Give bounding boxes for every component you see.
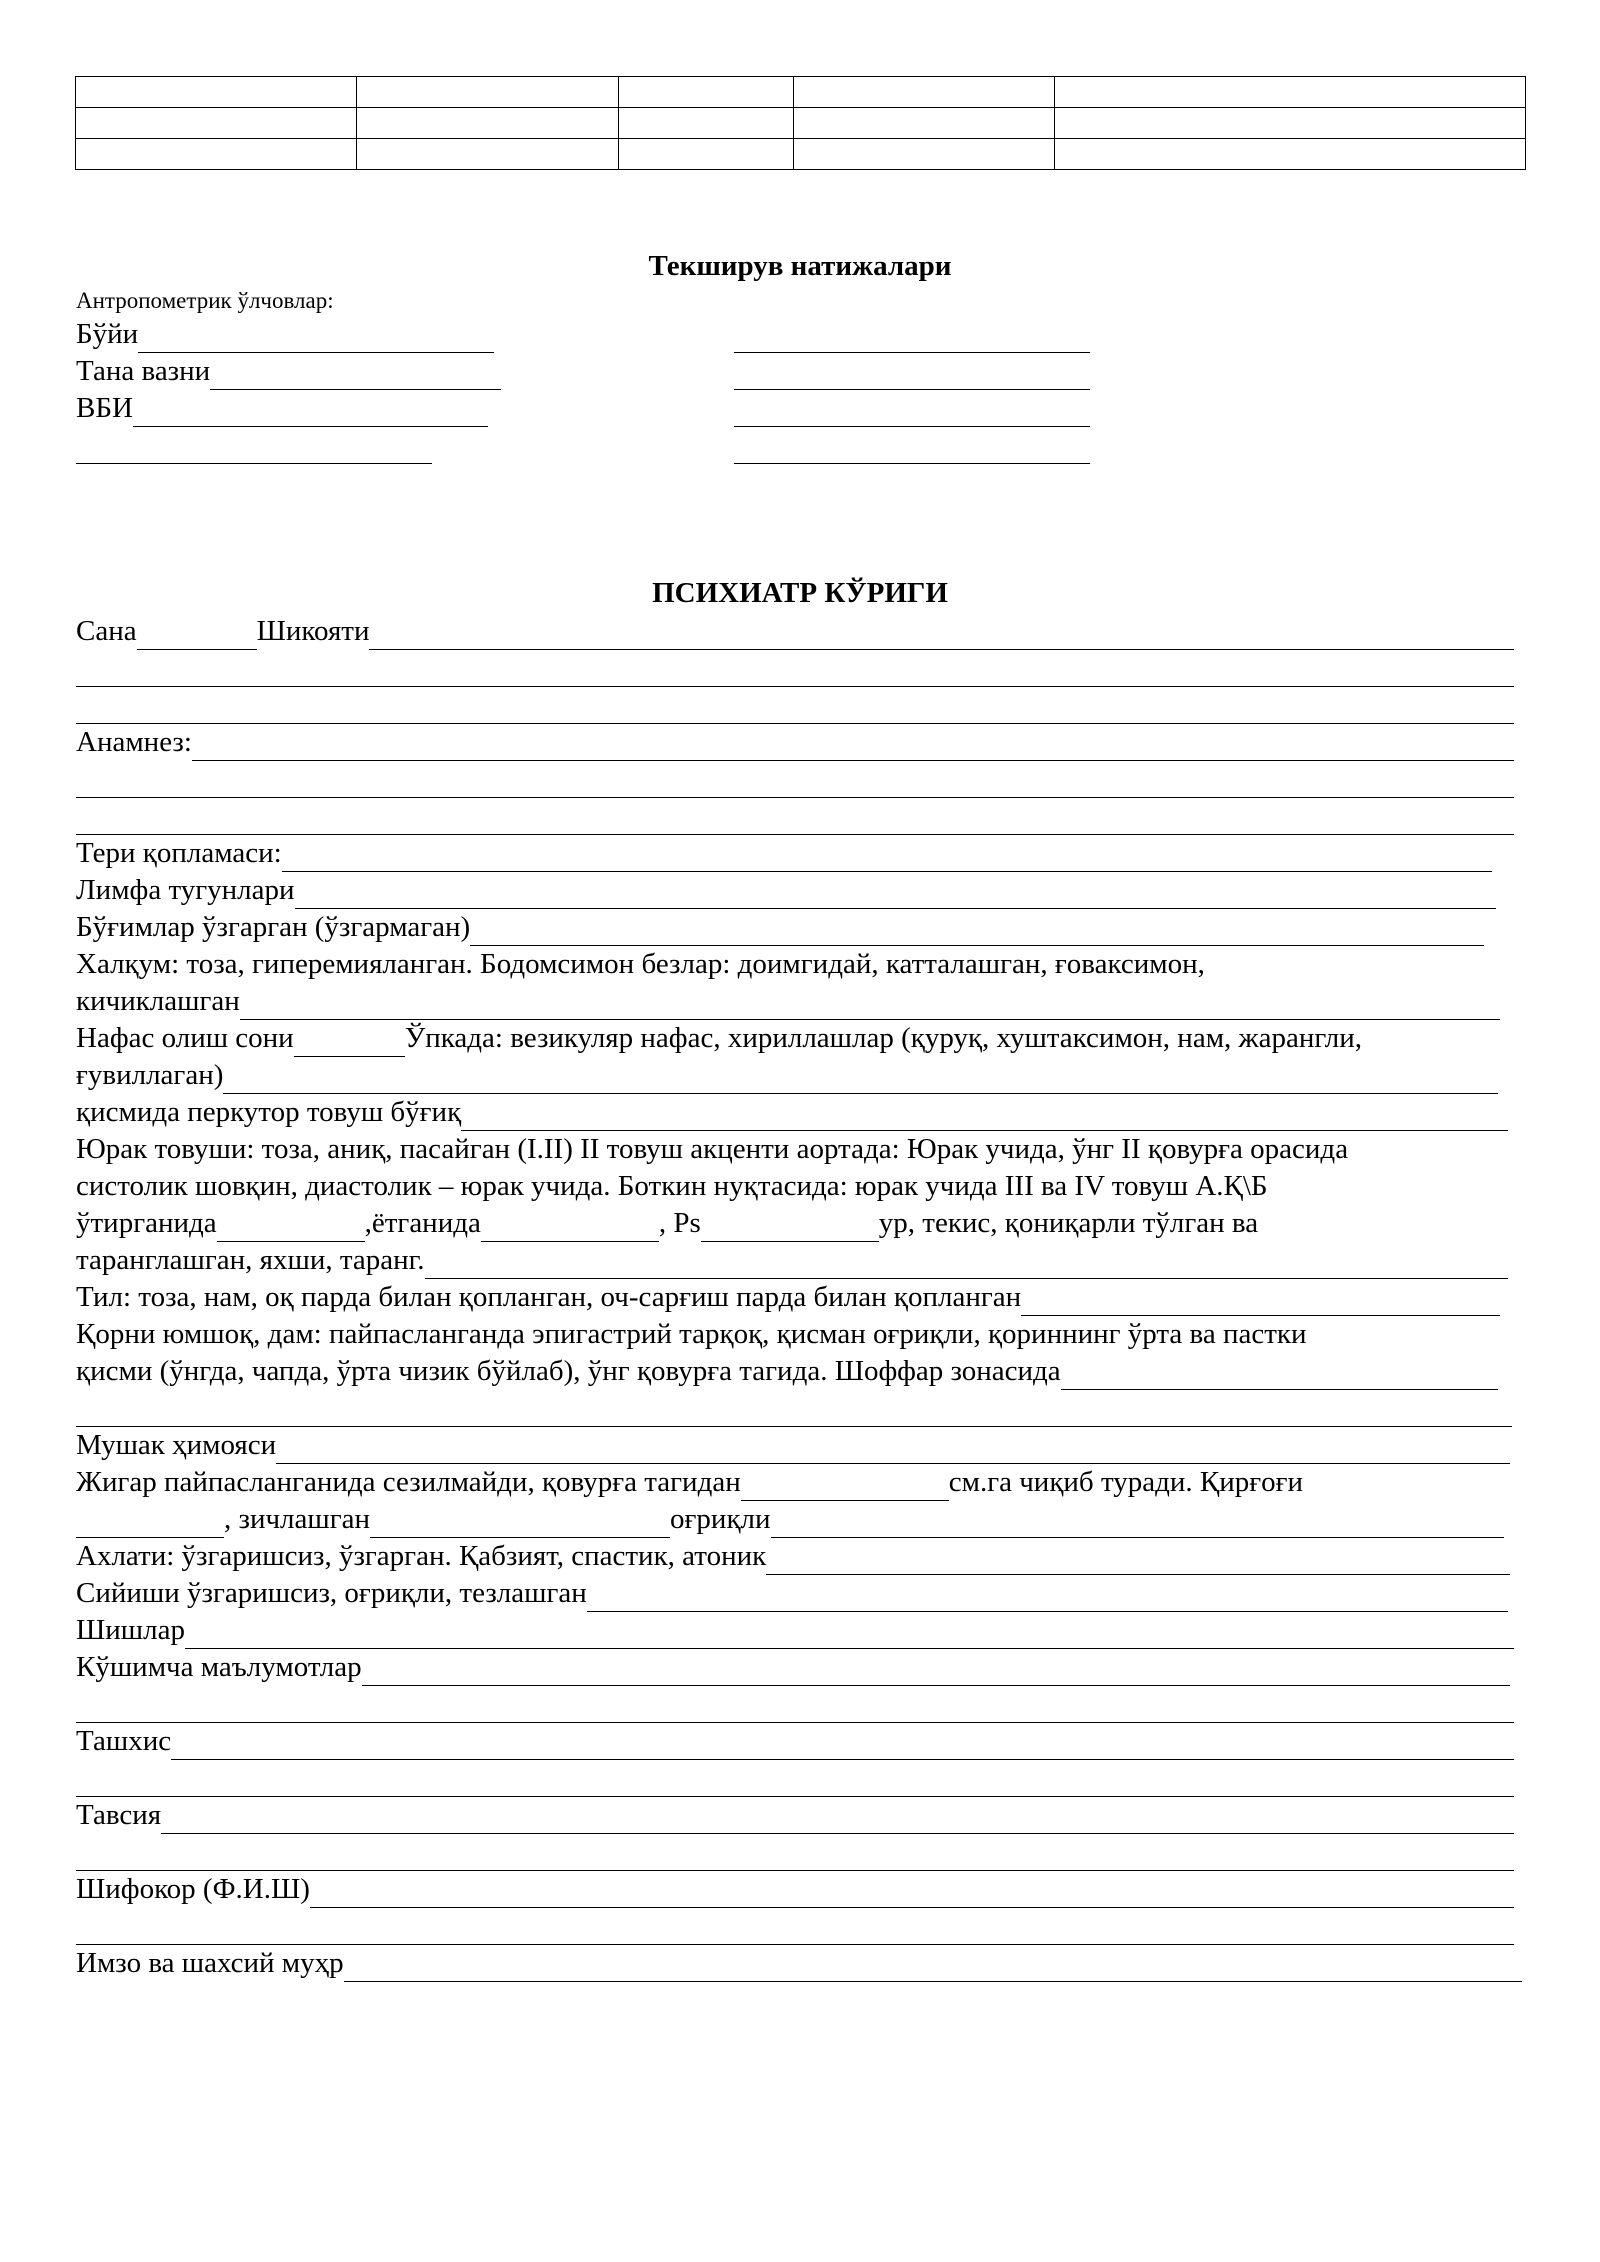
muscle-label: Мушак ҳимояси	[76, 1429, 277, 1461]
table-cell[interactable]	[1055, 108, 1526, 139]
extra-info-line-2	[76, 1686, 1514, 1723]
anamnesis-field[interactable]	[192, 731, 1514, 761]
heart-field[interactable]	[425, 1249, 1508, 1279]
anamnesis-line-3	[76, 798, 1514, 835]
table-cell[interactable]	[794, 77, 1055, 108]
table-cell[interactable]	[1055, 77, 1526, 108]
extra-field[interactable]	[76, 434, 432, 464]
recommendation-field[interactable]	[161, 1804, 1514, 1834]
muscle-field[interactable]	[276, 1434, 1510, 1464]
skin-field[interactable]	[282, 842, 1492, 872]
complaints-field[interactable]	[369, 620, 1514, 650]
abdomen-line-2	[76, 1353, 1498, 1390]
extra-info-label: Кўшимча маълумотлар	[76, 1651, 362, 1683]
tongue-label: Тил: тоза, нам, оқ парда билан қопланган, оч-сарғиш парда билан қопланган	[76, 1281, 1022, 1313]
edema-row	[76, 1612, 1514, 1649]
recommendation-field-2[interactable]	[76, 1841, 1514, 1871]
skin-label: Тери қопламаси:	[76, 837, 282, 869]
lungs-text-2: ғувиллаган)	[76, 1059, 224, 1091]
table-cell[interactable]	[76, 139, 357, 170]
skin-row	[76, 835, 1492, 872]
diagnosis-field[interactable]	[171, 1730, 1514, 1760]
date-label: Сана	[76, 615, 137, 647]
table-row	[76, 139, 1526, 170]
doctor-line-2	[76, 1908, 1514, 1945]
heart-text-4: таранглашган, яхши, таранг.	[76, 1244, 425, 1276]
recommendation-line-2	[76, 1834, 1514, 1871]
urine-field[interactable]	[587, 1582, 1508, 1612]
anamnesis-row	[76, 724, 1514, 761]
table-cell[interactable]	[357, 108, 619, 139]
liver-line-2	[76, 1501, 1504, 1538]
extra-info-row	[76, 1649, 1510, 1686]
abdomen-line-1	[76, 1316, 1514, 1353]
bmi-field-2-row	[734, 390, 1090, 427]
extra-info-field-2[interactable]	[76, 1693, 1514, 1723]
exam-title: ПСИХИАТР КЎРИГИ	[652, 577, 948, 609]
anthropometry-subtitle: Антропометрик ўлчовлар:	[76, 288, 334, 313]
signature-label: Имзо ва шахсий муҳр	[76, 1947, 344, 1979]
urine-row	[76, 1575, 1508, 1612]
heart-sitting-field[interactable]	[217, 1212, 365, 1242]
stool-field[interactable]	[766, 1545, 1510, 1575]
results-title: Текширув натижалари	[648, 250, 952, 282]
table-cell[interactable]	[619, 108, 794, 139]
liver-cm-field[interactable]	[741, 1471, 949, 1501]
abdomen-line-3	[76, 1390, 1512, 1427]
muscle-row	[76, 1427, 1510, 1464]
heart-text-3: ур, текис, қониқарли тўлган ва	[878, 1207, 1259, 1239]
height-field-2-row	[734, 316, 1090, 353]
breath-label: Нафас олиш сони	[76, 1022, 294, 1054]
top-table	[75, 76, 1526, 170]
stool-row	[76, 1538, 1510, 1575]
anamnesis-field-2[interactable]	[76, 768, 1514, 798]
tongue-row	[76, 1279, 1500, 1316]
abdomen-field[interactable]	[76, 1397, 1512, 1427]
diagnosis-field-2[interactable]	[76, 1767, 1514, 1797]
liver-pain-label: оғриқли	[670, 1503, 771, 1535]
extra-field-2-row	[734, 427, 1090, 464]
bmi-field-2[interactable]	[734, 397, 1090, 427]
table-cell[interactable]	[794, 108, 1055, 139]
percussion-field[interactable]	[461, 1101, 1508, 1131]
recommendation-row	[76, 1797, 1514, 1834]
date-field[interactable]	[137, 620, 257, 650]
table-cell[interactable]	[1055, 139, 1526, 170]
extra-field-2[interactable]	[734, 434, 1090, 464]
edema-field[interactable]	[185, 1619, 1514, 1649]
height-field-2[interactable]	[734, 323, 1090, 353]
extra-info-field[interactable]	[362, 1656, 1510, 1686]
diagnosis-label: Ташхис	[76, 1725, 172, 1757]
liver-edge-field[interactable]	[76, 1508, 224, 1538]
edema-label: Шишлар	[76, 1614, 185, 1646]
heart-text-1: Юрак товуши: тоза, аниқ, пасайган (I.II) II товуш акценти аортада: Юрак учида, ўнг II қовурға орасида	[76, 1133, 1349, 1165]
anamnesis-field-3[interactable]	[76, 805, 1514, 835]
table-cell[interactable]	[357, 77, 619, 108]
joints-row	[76, 909, 1484, 946]
table-cell[interactable]	[357, 139, 619, 170]
recommendation-label: Тавсия	[76, 1799, 162, 1831]
complaints-line-3	[76, 687, 1514, 724]
lungs-line-2	[76, 1057, 1498, 1094]
heart-lying-label: ,ётганида	[364, 1207, 481, 1239]
complaints-label: Шикояти	[256, 615, 370, 647]
doctor-field[interactable]	[310, 1878, 1514, 1908]
tongue-field[interactable]	[1021, 1286, 1500, 1316]
extra-row	[76, 427, 432, 464]
heart-text-2: систолик шовқин, диастолик – юрак учида. Боткин нуқтасида: юрак учида III ва IV товуш А.Қ\Б	[76, 1170, 1268, 1202]
table-cell[interactable]	[794, 139, 1055, 170]
anamnesis-label: Анамнез:	[76, 726, 192, 758]
throat-line-1	[76, 946, 1514, 983]
signature-field[interactable]	[344, 1952, 1522, 1982]
table-cell[interactable]	[76, 77, 357, 108]
weight-field-2-row	[734, 353, 1090, 390]
bmi-field[interactable]	[133, 397, 488, 427]
breath-row	[76, 1020, 1514, 1057]
liver-dense-label: , зичлашган	[224, 1503, 371, 1535]
liver-line-1	[76, 1464, 1514, 1501]
table-row	[76, 108, 1526, 139]
date-complaints-row	[76, 613, 1514, 650]
pulse-label: , Ps	[658, 1207, 701, 1239]
diagnosis-line-2	[76, 1760, 1514, 1797]
lymph-field[interactable]	[295, 879, 1496, 909]
throat-line-2	[76, 983, 1500, 1020]
table-cell[interactable]	[619, 139, 794, 170]
urine-label: Сийиши ўзгаришсиз, оғриқли, тезлашган	[76, 1577, 587, 1609]
complaints-field-3[interactable]	[76, 694, 1514, 724]
liver-text-1: Жигар пайпасланганида сезилмайди, қовурға тагидан	[76, 1466, 741, 1498]
throat-field[interactable]	[240, 990, 1500, 1020]
joints-label: Бўғимлар ўзгарган (ўзгармаган)	[76, 911, 471, 943]
bmi-row	[76, 390, 488, 427]
joints-field[interactable]	[470, 916, 1484, 946]
throat-text-2: кичиклашган	[76, 985, 240, 1017]
percussion-label: қисмида перкутор товуш бўғиқ	[76, 1096, 462, 1128]
weight-field[interactable]	[210, 360, 501, 390]
signature-row	[76, 1945, 1522, 1982]
heart-line-2	[76, 1168, 1514, 1205]
shoffar-field[interactable]	[1061, 1360, 1498, 1390]
table-cell[interactable]	[619, 77, 794, 108]
heart-line-3	[76, 1205, 1514, 1242]
percussion-row	[76, 1094, 1508, 1131]
anamnesis-line-2	[76, 761, 1514, 798]
abdomen-text-2: қисми (ўнгда, чапда, ўрта чизик бўйлаб), ўнг қовурға тагида. Шоффар зонасида	[76, 1355, 1061, 1387]
liver-pain-field[interactable]	[771, 1508, 1504, 1538]
lymph-row	[76, 872, 1496, 909]
weight-label: Тана вазни	[76, 355, 211, 387]
liver-text-2: см.га чиқиб туради. Қирғоғи	[948, 1466, 1304, 1498]
doctor-field-2[interactable]	[76, 1915, 1514, 1945]
heart-line-1	[76, 1131, 1514, 1168]
weight-field-2[interactable]	[734, 360, 1090, 390]
heart-lying-field[interactable]	[481, 1212, 659, 1242]
doctor-label: Шифокор (Ф.И.Ш)	[76, 1873, 310, 1905]
weight-row	[76, 353, 501, 390]
table-row	[76, 77, 1526, 108]
heart-line-4	[76, 1242, 1508, 1279]
heart-sitting-label: ўтирганида	[76, 1207, 217, 1239]
lungs-field[interactable]	[223, 1064, 1498, 1094]
bmi-label: ВБИ	[76, 392, 133, 424]
lungs-text-1: Ўпкада: везикуляр нафас, хириллашлар (қуруқ, хуштаксимон, нам, жарангли,	[404, 1022, 1363, 1054]
pulse-field[interactable]	[701, 1212, 879, 1242]
height-field[interactable]	[138, 323, 494, 353]
complaints-line-2	[76, 650, 1514, 687]
height-label: Бўйи	[76, 318, 139, 350]
liver-dense-field[interactable]	[370, 1508, 670, 1538]
breath-rate-field[interactable]	[294, 1027, 405, 1057]
abdomen-text-1: Қорни юмшоқ, дам: пайпасланганда эпигастрий тарқоқ, қисман оғриқли, қориннинг ўрта ва пастки	[76, 1318, 1307, 1350]
lymph-label: Лимфа тугунлари	[76, 874, 295, 906]
height-row	[76, 316, 494, 353]
diagnosis-row	[76, 1723, 1514, 1760]
stool-label: Ахлати: ўзгаришсиз, ўзгарган. Қабзият, спастик, атоник	[76, 1540, 767, 1572]
complaints-field-2[interactable]	[76, 657, 1514, 687]
doctor-row	[76, 1871, 1514, 1908]
table-cell[interactable]	[76, 108, 357, 139]
throat-text-1: Халқум: тоза, гиперемияланган. Бодомсимон безлар: доимгидай, катталашган, ғоваксимон,	[76, 948, 1205, 980]
